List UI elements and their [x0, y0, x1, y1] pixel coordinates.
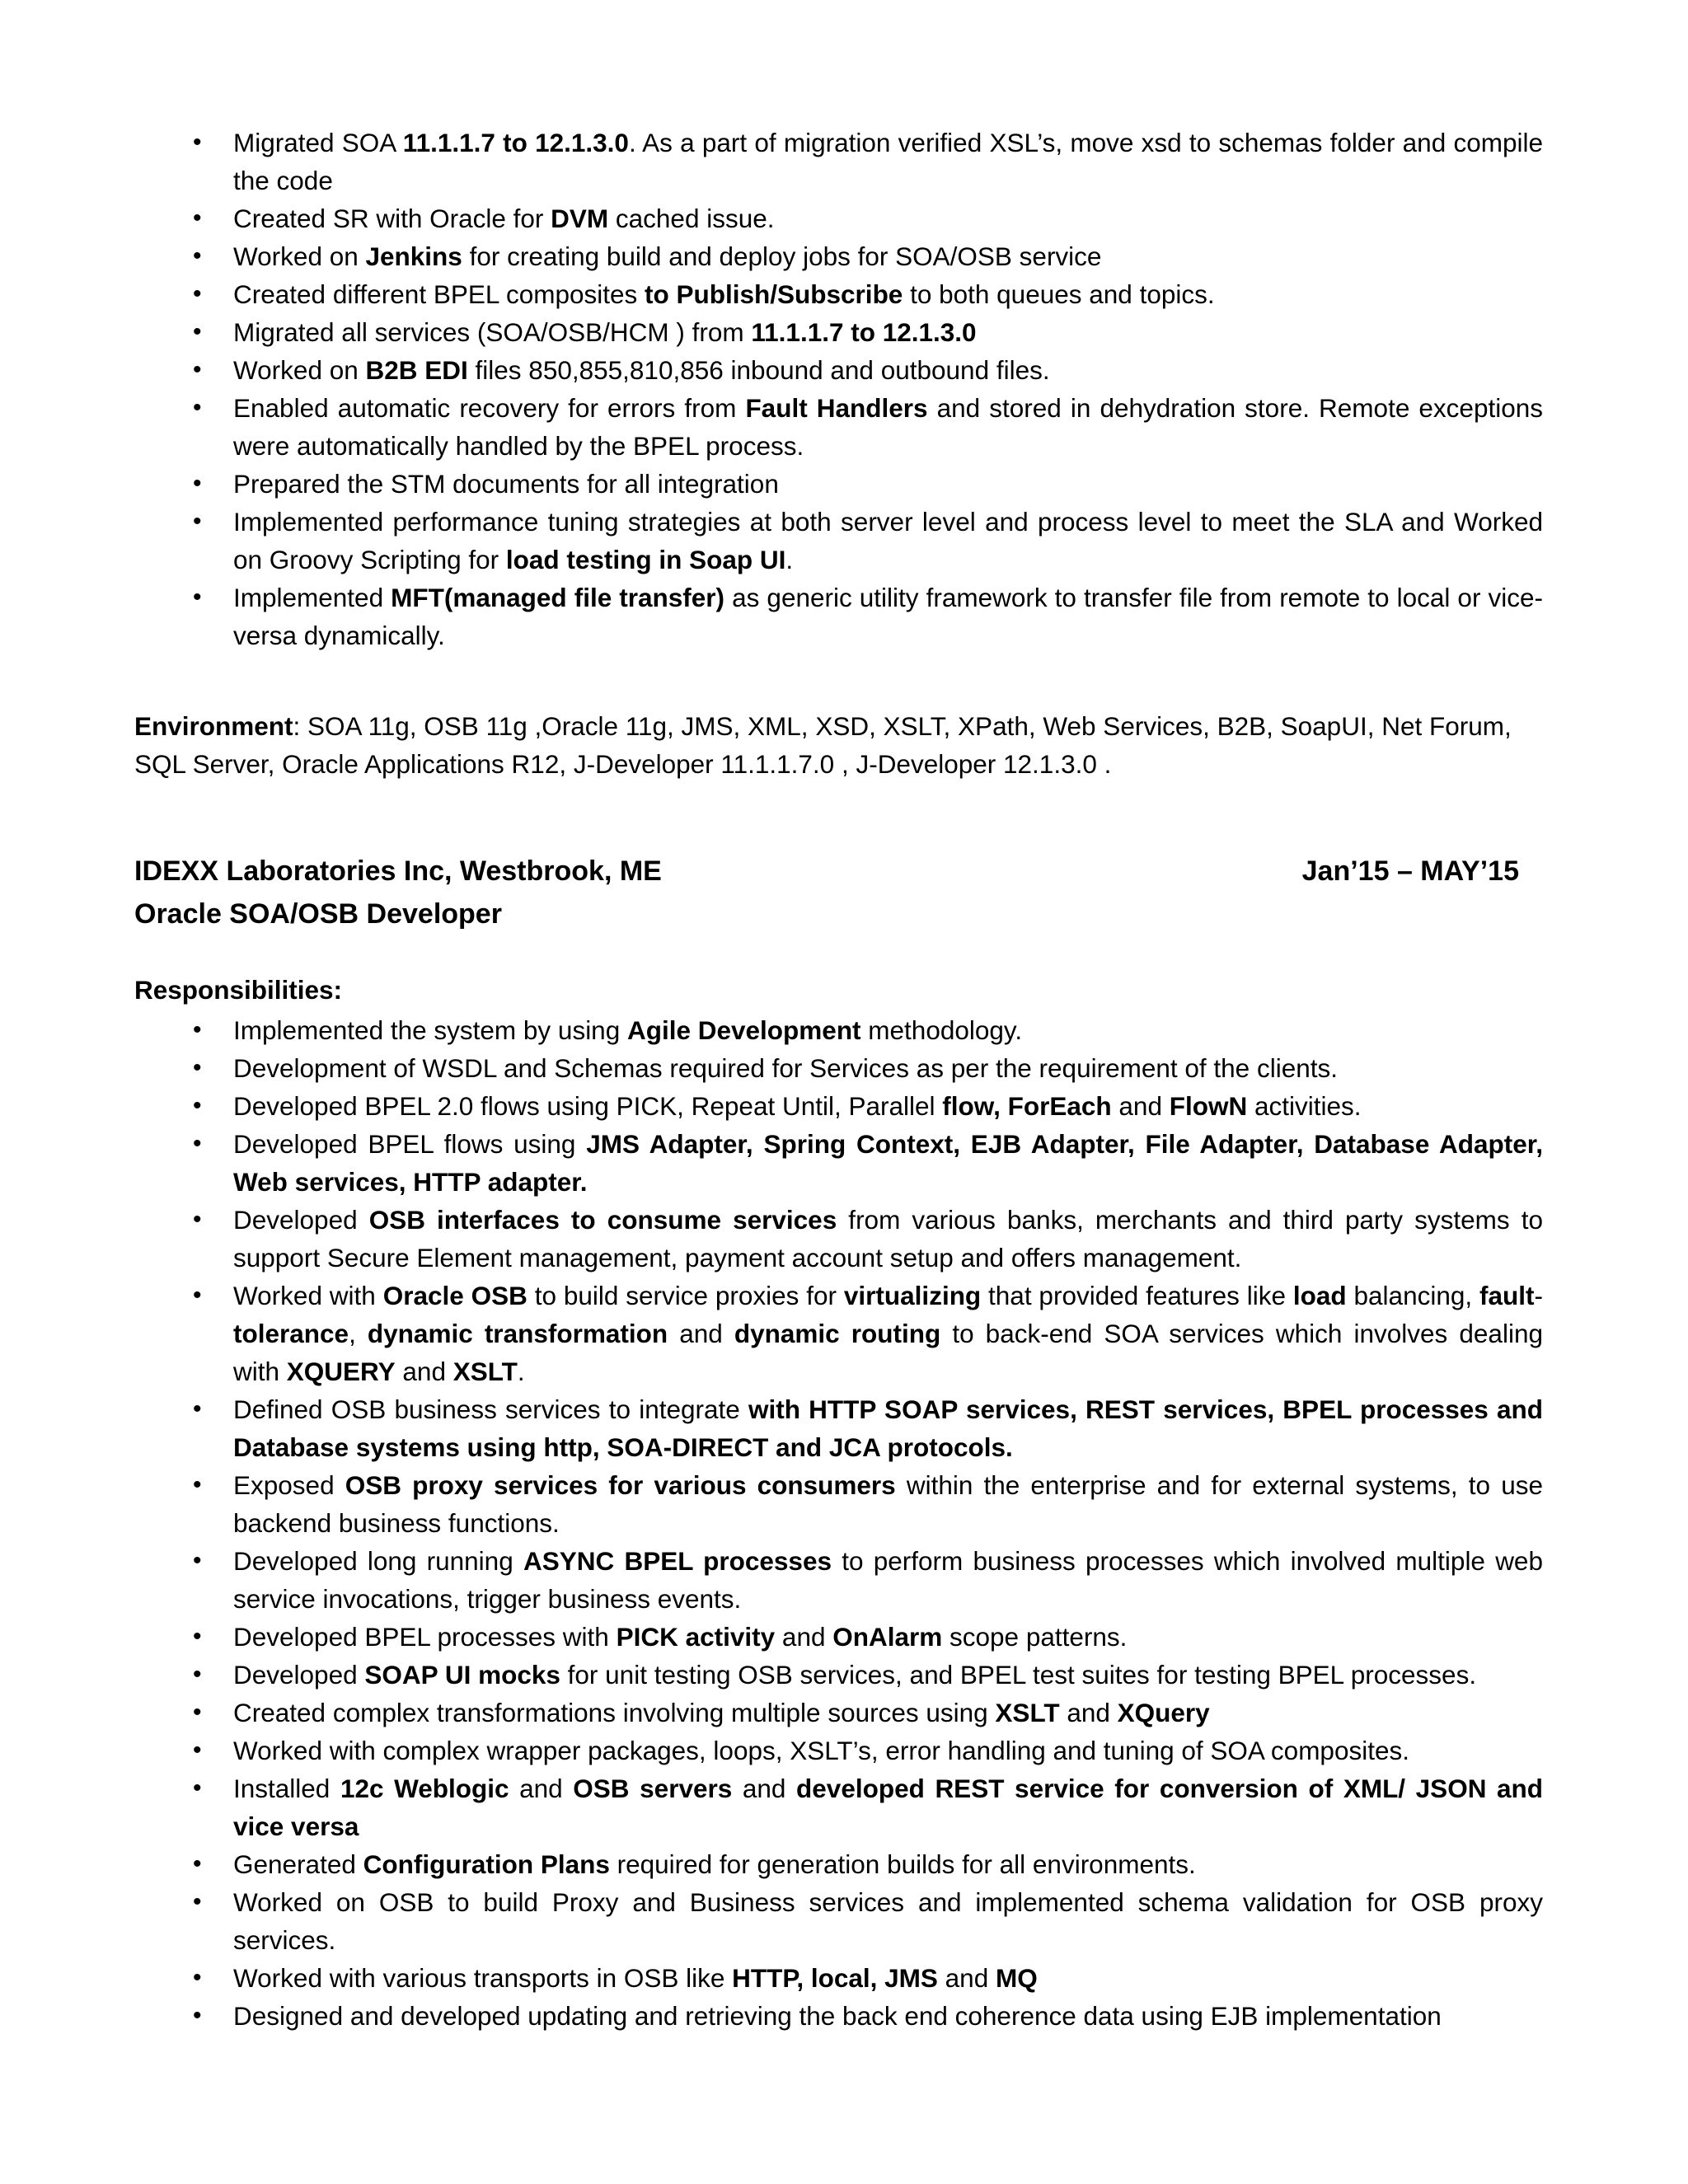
bullet-text: and stored in dehydration store. Remote exceptions were automatically handled by the BPEL process.: [233, 393, 1544, 461]
bullet-text: Worked with various transports in OSB like: [233, 1963, 733, 1993]
bullet-text: and: [509, 1774, 574, 1803]
bullet-text: and: [732, 1774, 797, 1803]
job-role: Oracle SOA/OSB Developer: [134, 898, 502, 930]
bullet-icon: •: [193, 1130, 202, 1157]
bullet-text-bold: dynamic routing: [734, 1319, 941, 1348]
bullet-text: Installed: [233, 1774, 340, 1803]
company-line: [134, 851, 1519, 892]
bullet-text: scope patterns.: [942, 1622, 1128, 1652]
bullet-text: Developed long running: [233, 1546, 523, 1576]
bullet-text: Developed: [233, 1660, 365, 1690]
bullet-icon: •: [193, 1964, 202, 1991]
bullet-text: Migrated all services (SOA/OSB/HCM ) from: [233, 317, 752, 347]
bullet-icon: •: [193, 280, 202, 307]
bullet-text: and: [1059, 1698, 1118, 1727]
bullet-icon: •: [193, 1282, 202, 1309]
bullet-text-bold: dynamic transformation: [367, 1319, 668, 1348]
bullet-text-bold: MFT(managed file transfer): [391, 583, 725, 612]
bullet-text: Exposed: [233, 1470, 345, 1500]
bullet-text: to back-end SOA services which involves dealing with: [233, 1319, 1543, 1386]
bullet-text: Worked on OSB to build Proxy and Business services and implemented schema validation for OSB proxy services.: [233, 1887, 1543, 1955]
bullet-icon: •: [193, 1054, 202, 1081]
bullet-text-bold: PICK activity: [616, 1622, 776, 1652]
bullet-icon: •: [193, 129, 202, 156]
bullet-text: and: [395, 1357, 453, 1386]
bullet-text-bold: XSLT: [452, 1357, 518, 1386]
bullet-text: Implemented performance tuning strategies at both server level and process level to meet the SLA and Worked on Groovy Scripting for: [233, 507, 1543, 574]
bullet-item: [134, 1011, 1543, 1049]
bullet-text: and: [775, 1622, 833, 1652]
bullet-text-bold: DVM: [551, 204, 609, 233]
bullet-text-bold: JMS Adapter, Spring Context, EJB Adapter, File Adapter, Database Adapter, Web services, HTTP adapter.: [233, 1129, 1543, 1197]
bullet-text: -: [1534, 1281, 1543, 1310]
bullet-text: Created complex transformations involving multiple sources using: [233, 1698, 996, 1727]
bullet-icon: •: [193, 1547, 202, 1574]
bullet-item: [134, 1732, 1543, 1769]
bullet-item: [134, 465, 1543, 503]
bullet-text: Developed BPEL flows using: [233, 1129, 587, 1159]
responsibilities-heading: Responsibilities:: [134, 975, 343, 1005]
bullet-text: .: [517, 1357, 525, 1386]
bullet-text: .: [785, 545, 794, 574]
bullet-item: [134, 1618, 1543, 1656]
bullet-text: for unit testing OSB services, and BPEL test suites for testing BPEL processes.: [560, 1660, 1477, 1690]
bullet-text-bold: load testing in Soap UI: [505, 545, 786, 574]
bullet-text-bold: load: [1292, 1281, 1347, 1310]
bullet-text: and: [937, 1963, 996, 1993]
bullet-item: [134, 1997, 1543, 2035]
bullet-item: [134, 1694, 1543, 1732]
bullet-text-bold: 11.1.1.7 to 12.1.3.0: [402, 128, 629, 157]
bullet-icon: •: [193, 1699, 202, 1726]
bullet-icon: •: [193, 394, 202, 421]
bullet-text-bold: to Publish/Subscribe: [645, 279, 903, 309]
bullet-text-bold: 11.1.1.7 to 12.1.3.0: [751, 317, 977, 347]
bullet-text-bold: Oracle OSB: [382, 1281, 528, 1310]
bullet-text: activities.: [1247, 1091, 1362, 1121]
bullet-icon: •: [193, 1661, 202, 1688]
previous-job-bullet-list: [134, 124, 1543, 654]
bullet-item: [134, 503, 1543, 579]
bullet-item: [134, 1542, 1543, 1618]
bullet-text-bold: OnAlarm: [832, 1622, 943, 1652]
responsibilities-bullet-list: [134, 1011, 1543, 2035]
bullet-text: Generated: [233, 1849, 363, 1879]
bullet-text: Worked with complex wrapper packages, loops, XSLT’s, error handling and tuning of SOA composites.: [233, 1736, 1409, 1765]
employment-dates: Jan’15 – MAY’15: [1301, 855, 1519, 887]
bullet-text-bold: ASYNC BPEL processes: [523, 1546, 832, 1576]
bullet-text-bold: XSLT: [995, 1698, 1060, 1727]
bullet-text-bold: OSB interfaces to consume services: [368, 1205, 837, 1235]
bullet-text: Worked on: [233, 355, 366, 385]
bullet-item: [134, 389, 1543, 465]
environment-text: : SOA 11g, OSB 11g ,Oracle 11g, JMS, XML, XSD, XSLT, XPath, Web Services, B2B, SoapUI, Net Forum, SQL Server, Oracle Applications R12, J-Developer 11.1.1.7.0 , J-Developer 12.1.3.0 .: [134, 711, 1512, 779]
bullet-text: and: [1111, 1091, 1170, 1121]
bullet-text-bold: Configuration Plans: [363, 1849, 610, 1879]
bullet-icon: •: [193, 1888, 202, 1915]
environment-line: [134, 707, 1552, 783]
environment-label: Environment: [134, 711, 293, 741]
bullet-item: [134, 1656, 1543, 1694]
bullet-text: ,: [349, 1319, 368, 1348]
bullet-item: [134, 1390, 1543, 1466]
bullet-text: to both queues and topics.: [903, 279, 1215, 309]
bullet-text: that provided features like: [981, 1281, 1293, 1310]
bullet-text: Migrated SOA: [233, 128, 403, 157]
bullet-text: Defined OSB business services to integrate: [233, 1394, 748, 1424]
bullet-text-bold: 12c Weblogic: [340, 1774, 509, 1803]
bullet-item: [134, 199, 1543, 237]
bullet-text: Developed BPEL 2.0 flows using PICK, Repeat Until, Parallel: [233, 1091, 943, 1121]
bullet-text-bold: tolerance: [233, 1319, 349, 1348]
bullet-icon: •: [193, 583, 202, 611]
bullet-text: files 850,855,810,856 inbound and outbound files.: [467, 355, 1050, 385]
bullet-icon: •: [193, 1774, 202, 1802]
bullet-icon: •: [193, 1395, 202, 1422]
bullet-text: Implemented the system by using: [233, 1015, 627, 1045]
bullet-item: [134, 579, 1543, 654]
bullet-text: for creating build and deploy jobs for SOA/OSB service: [462, 241, 1102, 271]
bullet-item: [134, 275, 1543, 313]
bullet-text: balancing,: [1346, 1281, 1479, 1310]
bullet-item: [134, 1201, 1543, 1277]
bullet-text: Prepared the STM documents for all integration: [233, 469, 779, 499]
bullet-text: Worked with: [233, 1281, 383, 1310]
bullet-icon: •: [193, 204, 202, 232]
bullet-item: [134, 237, 1543, 275]
bullet-icon: •: [193, 1016, 202, 1043]
bullet-text: Developed: [233, 1205, 369, 1235]
bullet-text: and: [668, 1319, 734, 1348]
bullet-text-bold: fault: [1479, 1281, 1535, 1310]
bullet-text: . As a part of migration verified XSL’s, move xsd to schemas folder and compile the code: [233, 128, 1543, 195]
bullet-text-bold: XQuery: [1117, 1698, 1210, 1727]
bullet-icon: •: [193, 2002, 202, 2029]
bullet-text: Worked on: [233, 241, 366, 271]
bullet-text-bold: with HTTP SOAP services, REST services, BPEL processes and Database systems using http, SOA-DIRECT and JCA protocols.: [233, 1394, 1544, 1462]
bullet-item: [134, 1466, 1543, 1542]
bullet-icon: •: [193, 470, 202, 497]
bullet-text-bold: HTTP, local, JMS: [732, 1963, 938, 1993]
bullet-item: [134, 1769, 1543, 1845]
bullet-text: Implemented: [233, 583, 392, 612]
bullet-text-bold: MQ: [995, 1963, 1038, 1993]
bullet-item: [134, 124, 1543, 199]
bullet-item: [134, 313, 1543, 351]
bullet-icon: •: [193, 1471, 202, 1498]
bullet-item: [134, 1883, 1543, 1959]
bullet-text: from various banks, merchants and third party systems to support Secure Element management, payment account setup and offers management.: [233, 1205, 1543, 1272]
bullet-item: [134, 1125, 1543, 1201]
bullet-text-bold: flow, ForEach: [942, 1091, 1112, 1121]
bullet-text-bold: B2B EDI: [365, 355, 468, 385]
bullet-text-bold: OSB servers: [573, 1774, 733, 1803]
company-name: IDEXX Laboratories Inc, Westbrook, ME: [134, 855, 662, 887]
bullet-icon: •: [193, 242, 202, 269]
bullet-text-bold: Agile Development: [626, 1015, 861, 1045]
bullet-text-bold: Fault Handlers: [745, 393, 928, 423]
bullet-text: required for generation builds for all environments.: [609, 1849, 1196, 1879]
bullet-text: to build service proxies for: [527, 1281, 844, 1310]
bullet-text: Developed BPEL processes with: [233, 1622, 617, 1652]
bullet-text: cached issue.: [608, 204, 775, 233]
bullet-text: Enabled automatic recovery for errors from: [233, 393, 746, 423]
bullet-icon: •: [193, 318, 202, 345]
bullet-icon: •: [193, 1736, 202, 1764]
bullet-icon: •: [193, 1206, 202, 1233]
bullet-text-bold: Jenkins: [365, 241, 462, 271]
bullet-icon: •: [193, 1623, 202, 1650]
bullet-text: to perform business processes which involved multiple web service invocations, trigger business events.: [233, 1546, 1543, 1614]
bullet-item: [134, 1845, 1543, 1883]
bullet-text: Created SR with Oracle for: [233, 204, 551, 233]
bullet-text-bold: XQUERY: [286, 1357, 396, 1386]
bullet-icon: •: [193, 356, 202, 383]
bullet-item: [134, 1049, 1543, 1087]
bullet-text-bold: developed REST service for conversion of XML/ JSON and vice versa: [233, 1774, 1544, 1841]
bullet-text: Development of WSDL and Schemas required for Services as per the requirement of the clients.: [233, 1053, 1338, 1083]
bullet-icon: •: [193, 1092, 202, 1119]
bullet-text-bold: FlowN: [1169, 1091, 1248, 1121]
bullet-text-bold: OSB proxy services for various consumers: [345, 1470, 896, 1500]
bullet-item: [134, 1277, 1543, 1390]
bullet-text-bold: SOAP UI mocks: [364, 1660, 560, 1690]
bullet-item: [134, 1959, 1543, 1997]
bullet-icon: •: [193, 508, 202, 535]
bullet-text: as generic utility framework to transfer file from remote to local or vice-versa dynamically.: [233, 583, 1543, 650]
bullet-text: methodology.: [860, 1015, 1023, 1045]
bullet-item: [134, 1087, 1543, 1125]
bullet-item: [134, 351, 1543, 389]
bullet-text: Created different BPEL composites: [233, 279, 645, 309]
bullet-text-bold: virtualizing: [843, 1281, 982, 1310]
bullet-text: Designed and developed updating and retrieving the back end coherence data using EJB implementation: [233, 2001, 1442, 2031]
bullet-icon: •: [193, 1850, 202, 1877]
bullet-text: within the enterprise and for external systems, to use backend business functions.: [233, 1470, 1544, 1538]
